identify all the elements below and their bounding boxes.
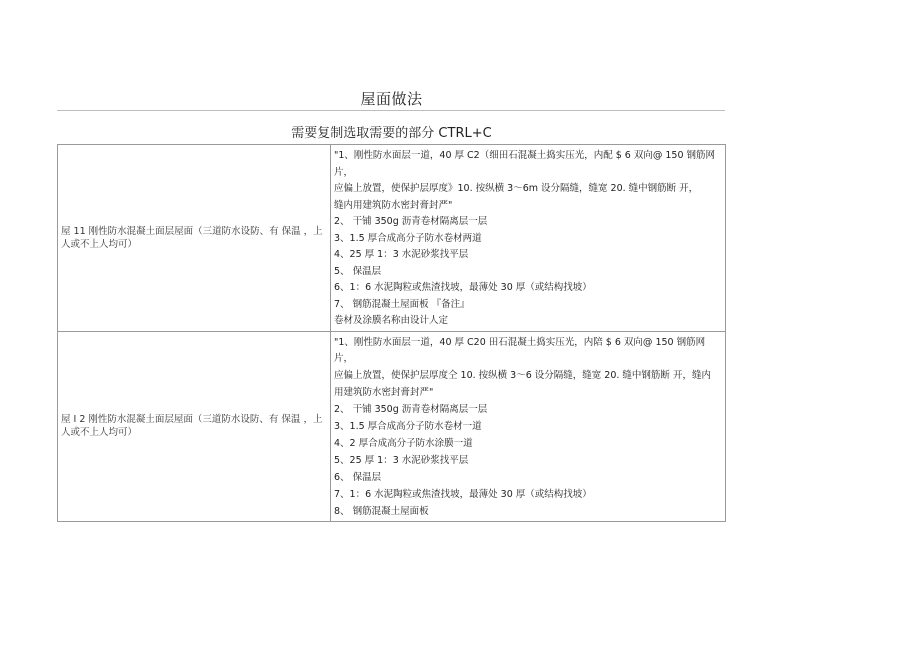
list-item: 3、1.5 厚合成高分子防水卷材两道 (334, 232, 482, 244)
list-item: 缝内用建筑防水密封膏封严" (334, 199, 453, 211)
list-item: 应偏上放置，使保护层厚度》10. 按纵横 3〜6m 设分隔缝，缝宽 20. 缝中钢筋断 开， (334, 183, 699, 194)
list-item: "1、刚性防水面层一道，40 厚 C2（细田石混凝土捣实压光，内配 $ 6 双向@ 150 钢筋网 片， (334, 150, 716, 178)
list-item: 5、 保温层 (334, 265, 382, 277)
roof-type-cell (58, 331, 331, 522)
title-divider (57, 110, 725, 111)
page-subtitle: 需要复制选取需要的部分 CTRL+C (291, 126, 492, 141)
construction-detail-cell (331, 145, 726, 332)
table-row (58, 331, 726, 522)
list-item: "1、刚性防水面层一道，40 厚 C20 田石混凝土捣实压光，内陪 $ 6 双向@ 150 钢筋网 片， (334, 336, 706, 365)
list-item: 应偏上放置，使保护层厚度仝 10. 按纵横 3〜6 设分隔缝，缝宽 20. 缝中钢筋断 开，缝内用建筑防水密封膏封严" (334, 370, 711, 399)
list-item: 7、 钢筋混凝土屋面板 『备注』 (334, 298, 470, 310)
roof-spec-table (57, 144, 726, 522)
table-row (58, 145, 726, 332)
list-item: 3、1.5 厚合成高分子防水卷材一道 (334, 421, 482, 433)
list-item: 2、 干铺 350g 沥青卷材隔离层一层 (334, 216, 488, 227)
list-item: 8、 钢筋混凝土屋面板 (334, 505, 429, 517)
list-item: 5、25 厚 1：3 水泥砂浆找平层 (334, 454, 469, 466)
construction-layer-list (331, 332, 725, 522)
list-item: 卷材及涂膜名称由设计人定 (334, 315, 449, 326)
roof-type-name: 屋 11 刚性防水混凝土面层屋面（三道防水设防、有 保温 ，上人或不上人均可） (61, 225, 323, 250)
list-item: 7、1：6 水泥陶粒或焦渣找坡，最薄处 30 厚（或结构找坡） (334, 488, 592, 500)
list-item: 4、2 厚合成高分子防水涂膜一道 (334, 437, 473, 449)
list-item: 2、 干铺 350g 沥青卷材隔离层一层 (334, 404, 488, 416)
roof-type-name: 屋 I 2 刚性防水混凝土面层屋面（三道防水设防、有 保温 ，上人或不上人均可） (61, 414, 323, 439)
construction-layer-list (331, 145, 725, 331)
page-title: 屋面做法 (360, 90, 423, 108)
list-item: 4、25 厚 1：3 水泥砂浆找平层 (334, 249, 469, 260)
construction-detail-cell (331, 331, 726, 522)
list-item: 6、1：6 水泥陶粒或焦渣找坡，最薄处 30 厚（或结构找坡） (334, 282, 592, 293)
roof-type-cell (58, 145, 331, 332)
list-item: 6、 保温层 (334, 471, 382, 483)
